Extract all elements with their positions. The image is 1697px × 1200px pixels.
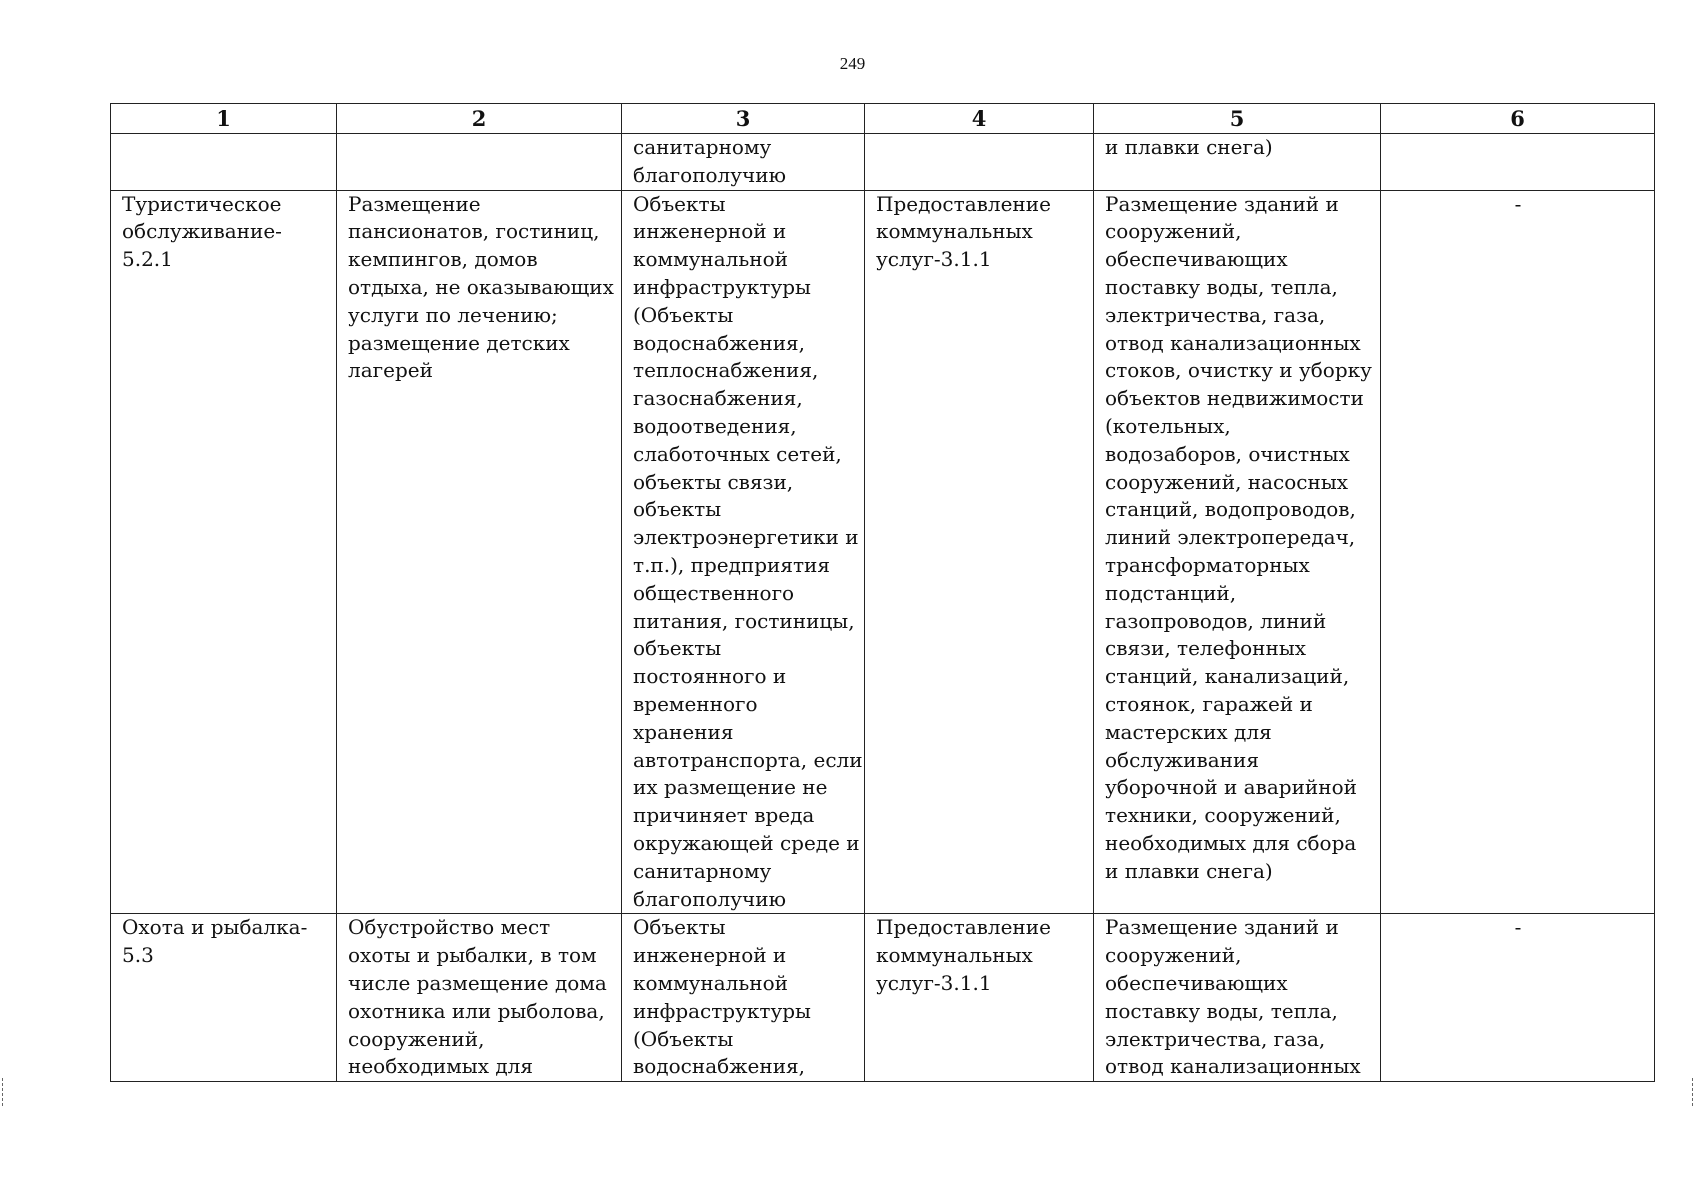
cell-text-line: (Объекты: [633, 302, 734, 327]
cell-text-line: охоты и рыбалки, в том: [348, 943, 597, 968]
cell-text-line: водоснабжения,: [633, 330, 806, 355]
cell-text-line: отдыха, не оказывающих: [348, 274, 614, 299]
cell-text-line: линий электропередач,: [1105, 525, 1356, 550]
table-cell-col-4: [865, 914, 1094, 1082]
cell-text-line: отвод канализационных: [1105, 1054, 1361, 1079]
table-cell-col-4: [865, 134, 1094, 191]
column-header-4: 4: [865, 104, 1094, 134]
cell-text-line: коммунальных: [876, 219, 1033, 244]
cell-text-line: необходимых для сбора: [1105, 830, 1357, 855]
cell-text-line: общественного: [633, 580, 795, 605]
cell-text-line: и плавки снега): [1105, 858, 1273, 883]
cell-text-line: Обустройство мест: [348, 915, 551, 940]
cell-text-line: коммунальной: [633, 247, 788, 272]
table-cell-col-1: [111, 190, 337, 914]
cell-text-line: связи, телефонных: [1105, 636, 1307, 661]
table-header-row: [111, 104, 1655, 134]
cell-text-line: теплоснабжения,: [633, 358, 819, 383]
cell-text-line: необходимых для: [348, 1054, 533, 1079]
cell-text-line: Предоставление: [876, 191, 1051, 216]
cell-text-line: газопроводов, линий: [1105, 608, 1327, 633]
cell-text-line: инфраструктуры: [633, 998, 811, 1023]
cell-text-line: инженерной и: [633, 219, 787, 244]
cell-text-line: электроэнергетики и: [633, 525, 859, 550]
cell-text-line: объекты: [633, 497, 722, 522]
cell-text-line: водоснабжения,: [633, 1054, 806, 1079]
cell-text-line: 5.2.1: [122, 247, 173, 272]
cell-text-line: услуг-3.1.1: [876, 247, 992, 272]
cell-text-line: услуг-3.1.1: [876, 970, 992, 995]
cell-text-line: Туристическое: [122, 191, 282, 216]
table-cell-col-6: [1381, 134, 1655, 191]
cell-text-line: т.п.), предприятия: [633, 552, 831, 577]
table-cell-col-3: [622, 914, 865, 1082]
cell-text-line: мастерских для: [1105, 719, 1272, 744]
cell-text-line: лагерей: [348, 358, 433, 383]
table-cell-col-6: [1381, 914, 1655, 1082]
cell-text-line: -: [1514, 191, 1522, 216]
table-body: [111, 134, 1655, 1082]
table-cell-col-4: [865, 190, 1094, 914]
cell-text-line: обеспечивающих: [1105, 247, 1288, 272]
cell-text-line: Объекты: [633, 915, 726, 940]
cell-text-line: постоянного и: [633, 664, 787, 689]
left-margin-mark: [2, 1078, 5, 1106]
cell-text-line: обеспечивающих: [1105, 970, 1288, 995]
cell-text-line: хранения: [633, 719, 734, 744]
table-cell-col-2: [337, 190, 622, 914]
cell-text-line: отвод канализационных: [1105, 330, 1361, 355]
cell-text-line: Объекты: [633, 191, 726, 216]
table-row: [111, 914, 1655, 1082]
cell-text-line: водозаборов, очистных: [1105, 441, 1350, 466]
column-header-5: 5: [1094, 104, 1381, 134]
table-cell-col-1: [111, 134, 337, 191]
cell-text-line: инфраструктуры: [633, 274, 811, 299]
cell-text-line: санитарному: [633, 135, 772, 159]
cell-text-line: пансионатов, гостиниц,: [348, 219, 600, 244]
table-cell-col-5: [1094, 134, 1381, 191]
cell-text-line: сооружений,: [1105, 219, 1242, 244]
table-cell-col-3: [622, 134, 865, 191]
cell-text-line: инженерной и: [633, 943, 787, 968]
land-use-table: [110, 103, 1655, 1082]
cell-text-line: коммунальных: [876, 943, 1033, 968]
cell-text-line: причиняет вреда: [633, 803, 815, 828]
cell-text-line: водоотведения,: [633, 413, 797, 438]
cell-text-line: питания, гостиницы,: [633, 608, 855, 633]
cell-text-line: числе размещение дома: [348, 970, 607, 995]
cell-text-line: газоснабжения,: [633, 386, 803, 411]
cell-text-line: электричества, газа,: [1105, 302, 1326, 327]
cell-text-line: станций, водопроводов,: [1105, 497, 1356, 522]
cell-text-line: автотранспорта, если: [633, 747, 863, 772]
cell-text-line: подстанций,: [1105, 580, 1237, 605]
table-cell-col-5: [1094, 190, 1381, 914]
table-cell-col-1: [111, 914, 337, 1082]
cell-text-line: благополучию: [633, 162, 786, 187]
cell-text-line: техники, сооружений,: [1105, 803, 1341, 828]
cell-text-line: Предоставление: [876, 915, 1051, 940]
cell-text-line: окружающей среде и: [633, 830, 860, 855]
cell-text-line: стоков, очистку и уборку: [1105, 358, 1372, 383]
cell-text-line: уборочной и аварийной: [1105, 775, 1357, 800]
cell-text-line: поставку воды, тепла,: [1105, 998, 1338, 1023]
cell-text-line: объекты: [633, 636, 722, 661]
cell-text-line: 5.3: [122, 943, 154, 968]
table-row: [111, 134, 1655, 191]
cell-text-line: сооружений,: [1105, 943, 1242, 968]
page-number: 249: [839, 54, 866, 73]
cell-text-line: электричества, газа,: [1105, 1026, 1326, 1051]
column-header-6: 6: [1381, 104, 1655, 134]
table-cell-col-3: [622, 190, 865, 914]
cell-text-line: коммунальной: [633, 970, 788, 995]
cell-text-line: сооружений, насосных: [1105, 469, 1349, 494]
cell-text-line: размещение детских: [348, 330, 570, 355]
table-cell-col-2: [337, 914, 622, 1082]
cell-text-line: их размещение не: [633, 775, 828, 800]
cell-text-line: объекты связи,: [633, 469, 794, 494]
table-cell-col-2: [337, 134, 622, 191]
right-margin-mark: [1692, 1078, 1695, 1106]
cell-text-line: услуги по лечению;: [348, 302, 558, 327]
cell-text-line: (Объекты: [633, 1026, 734, 1051]
cell-text-line: станций, канализаций,: [1105, 664, 1350, 689]
cell-text-line: поставку воды, тепла,: [1105, 274, 1338, 299]
cell-text-line: обслуживание-: [122, 219, 282, 244]
cell-text-line: Размещение зданий и: [1105, 915, 1339, 940]
cell-text-line: и плавки снега): [1105, 135, 1273, 159]
cell-text-line: благополучию: [633, 886, 786, 911]
table-row: [111, 190, 1655, 914]
cell-text-line: санитарному: [633, 858, 772, 883]
column-header-3: 3: [622, 104, 865, 134]
cell-text-line: временного: [633, 691, 758, 716]
cell-text-line: (котельных,: [1105, 413, 1231, 438]
column-header-1: 1: [111, 104, 337, 134]
cell-text-line: Размещение: [348, 191, 481, 216]
cell-text-line: -: [1514, 915, 1522, 940]
cell-text-line: обслуживания: [1105, 747, 1259, 772]
cell-text-line: охотника или рыболова,: [348, 998, 605, 1023]
table-cell-col-6: [1381, 190, 1655, 914]
cell-text-line: слаботочных сетей,: [633, 441, 842, 466]
cell-text-line: объектов недвижимости: [1105, 386, 1364, 411]
cell-text-line: трансформаторных: [1105, 552, 1310, 577]
cell-text-line: кемпингов, домов: [348, 247, 538, 272]
cell-text-line: сооружений,: [348, 1026, 485, 1051]
column-header-2: 2: [337, 104, 622, 134]
table-cell-col-5: [1094, 914, 1381, 1082]
cell-text-line: Охота и рыбалка-: [122, 915, 308, 940]
cell-text-line: Размещение зданий и: [1105, 191, 1339, 216]
cell-text-line: стоянок, гаражей и: [1105, 691, 1313, 716]
